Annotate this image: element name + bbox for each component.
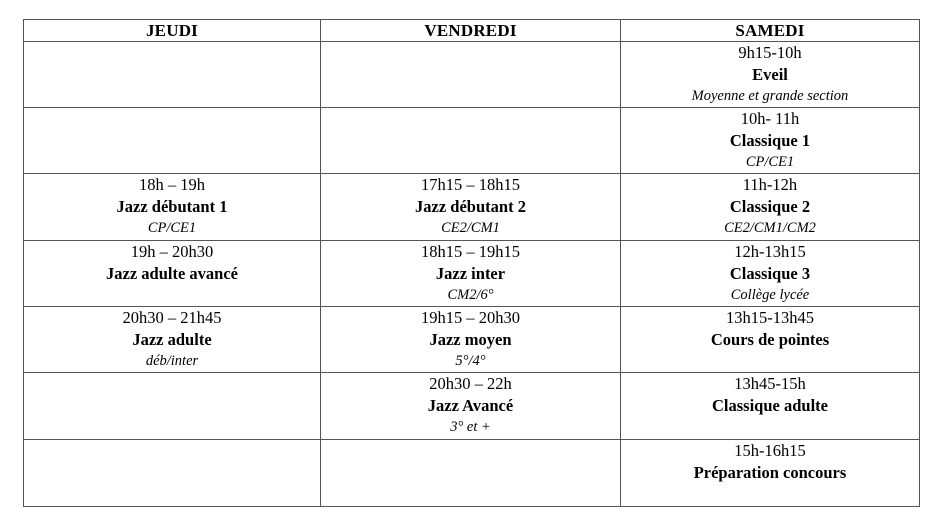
header-vendredi: VENDREDI [321, 20, 621, 42]
class-time: 17h15 – 18h15 [421, 175, 520, 194]
schedule-cell-vendredi [321, 241, 621, 307]
class-level [24, 484, 320, 504]
class-name: Classique adulte [712, 396, 828, 415]
class-name: Jazz débutant 1 [116, 197, 228, 216]
class-time: 13h15-13h45 [726, 308, 814, 327]
class-level: 3° et + [450, 419, 491, 435]
class-name [24, 395, 320, 417]
class-time: 19h – 20h30 [130, 242, 214, 261]
class-level [24, 152, 320, 172]
class-name: Classique 3 [729, 264, 811, 283]
class-name: Jazz débutant 2 [415, 197, 526, 216]
class-time: 12h-13h15 [734, 242, 806, 261]
class-name [24, 130, 320, 152]
schedule-cell-jeudi [24, 440, 321, 507]
class-level [24, 417, 320, 437]
table-row [24, 373, 920, 440]
weekly-schedule-table [23, 19, 920, 507]
class-time: 10h- 11h [740, 109, 800, 128]
header-row [24, 20, 920, 42]
class-level [621, 484, 919, 504]
class-level [321, 86, 620, 106]
schedule-cell-jeudi [24, 174, 321, 241]
schedule-cell-samedi [621, 42, 920, 108]
class-name: Jazz moyen [429, 330, 512, 349]
class-name: Jazz adulte avancé [106, 264, 238, 283]
class-name [24, 64, 320, 86]
class-time: 15h-16h15 [734, 441, 806, 460]
class-time: 9h15-10h [738, 43, 802, 62]
class-time [321, 108, 620, 130]
schedule-cell-vendredi [321, 42, 621, 108]
class-time: 18h – 19h [139, 175, 205, 194]
class-level: Collège lycée [730, 287, 810, 303]
class-level [24, 86, 320, 106]
schedule-cell-vendredi [321, 108, 621, 174]
class-level [621, 351, 919, 371]
schedule-body [24, 42, 920, 507]
class-name: Jazz adulte [132, 330, 212, 349]
class-name: Classique 2 [729, 197, 811, 216]
class-name [321, 462, 620, 484]
class-time: 20h30 – 21h45 [122, 308, 222, 327]
schedule-cell-vendredi [321, 373, 621, 440]
class-name: Eveil [752, 65, 788, 84]
schedule-cell-samedi [621, 108, 920, 174]
table-row [24, 42, 920, 108]
schedule-cell-vendredi [321, 174, 621, 241]
table-row [24, 307, 920, 373]
schedule-cell-samedi [621, 241, 920, 307]
class-name: Préparation concours [693, 463, 847, 482]
schedule-cell-jeudi [24, 373, 321, 440]
schedule-cell-samedi [621, 307, 920, 373]
schedule-cell-jeudi [24, 42, 321, 108]
class-name: Cours de pointes [710, 330, 830, 349]
header-samedi: SAMEDI [621, 20, 920, 42]
schedule-cell-samedi [621, 373, 920, 440]
class-name: Classique 1 [729, 131, 811, 150]
schedule-cell-samedi [621, 174, 920, 241]
class-time: 18h15 – 19h15 [421, 242, 520, 261]
schedule-cell-jeudi [24, 108, 321, 174]
schedule-cell-samedi [621, 440, 920, 507]
class-time: 11h-12h [742, 175, 798, 194]
class-level [321, 484, 620, 504]
class-time [24, 42, 320, 64]
schedule-cell-jeudi [24, 241, 321, 307]
class-level: 5°/4° [455, 353, 486, 369]
class-time [24, 108, 320, 130]
class-time [24, 440, 320, 462]
class-level [621, 417, 919, 437]
class-name [24, 462, 320, 484]
table-row [24, 440, 920, 507]
class-name: Jazz Avancé [427, 396, 514, 415]
table-row [24, 174, 920, 241]
class-name [321, 130, 620, 152]
class-time: 13h45-15h [734, 374, 806, 393]
class-time [24, 373, 320, 395]
class-name [321, 64, 620, 86]
class-level: CP/CE1 [147, 220, 197, 236]
class-level: CE2/CM1 [441, 220, 500, 236]
class-time [321, 440, 620, 462]
class-level [24, 285, 320, 305]
class-level: CM2/6° [447, 287, 494, 303]
class-name: Jazz inter [435, 264, 506, 283]
class-time: 19h15 – 20h30 [421, 308, 520, 327]
class-time [321, 42, 620, 64]
class-level: Moyenne et grande section [691, 88, 849, 104]
class-level: déb/inter [145, 353, 199, 369]
header-jeudi: JEUDI [24, 20, 321, 42]
class-level: CE2/CM1/CM2 [724, 220, 816, 236]
class-level: CP/CE1 [745, 154, 795, 170]
table-row [24, 108, 920, 174]
class-level [321, 152, 620, 172]
schedule-cell-jeudi [24, 307, 321, 373]
table-row [24, 241, 920, 307]
schedule-cell-vendredi [321, 440, 621, 507]
class-time: 20h30 – 22h [429, 374, 512, 393]
schedule-cell-vendredi [321, 307, 621, 373]
